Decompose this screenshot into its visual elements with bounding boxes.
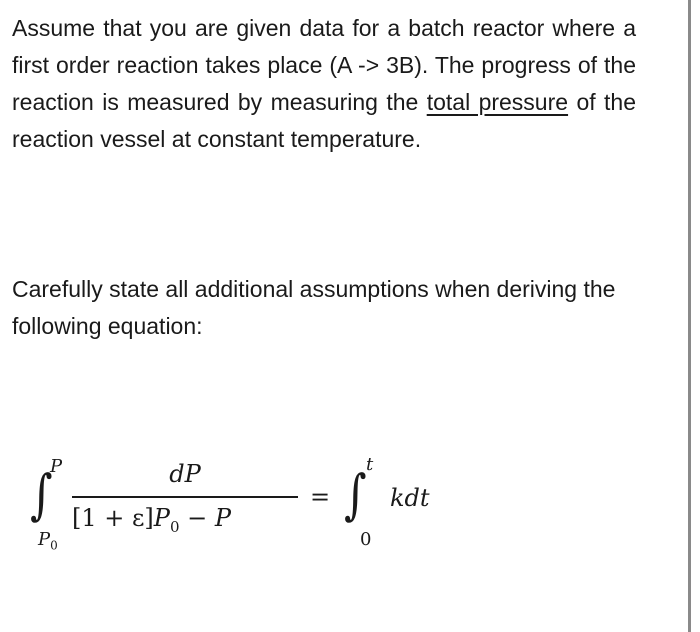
lower-limit-base: P: [38, 529, 51, 550]
right-border-line: [688, 0, 691, 632]
fraction-numerator: dP: [169, 460, 201, 488]
denominator-minus: −: [179, 504, 215, 532]
problem-statement-paragraph: [12, 10, 636, 158]
left-integral-sign: ∫: [30, 463, 53, 526]
instruction-paragraph: Carefully state all additional assumptions when deriving the following equation:: [12, 276, 616, 339]
lower-limit-sub: 0: [50, 538, 58, 553]
right-integrand: kdt: [390, 484, 430, 512]
equals-sign: =: [310, 483, 331, 511]
fraction-bar: [72, 496, 298, 498]
statement-text-part1: Assume that you are given data for a batch reactor where a first order reaction takes place (A -> 3B). The progress of the reaction is measured by measuring the: [12, 15, 636, 115]
denominator-bracket: [1 + ε]: [72, 504, 154, 532]
denominator-p0-base: P: [153, 504, 170, 532]
right-upper-limit: t: [366, 454, 374, 475]
statement-text-part2: of the reaction vessel at constant temperature.: [12, 89, 636, 152]
denominator-p: P: [214, 504, 232, 532]
right-lower-limit: 0: [360, 529, 372, 550]
integral-equation: [28, 448, 508, 558]
fraction-denominator: [72, 506, 231, 535]
left-lower-limit: [38, 531, 58, 552]
right-integral-sign: ∫: [344, 463, 367, 526]
left-upper-limit: P: [50, 456, 63, 477]
underlined-term-total-pressure: total pressure: [426, 89, 569, 115]
denominator-p0-sub: 0: [169, 517, 180, 536]
